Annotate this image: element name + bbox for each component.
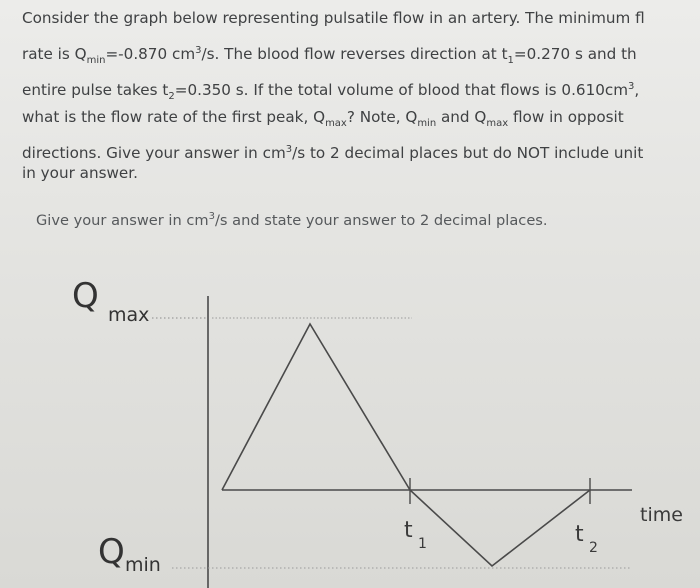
text-span: =0.270 s and th (513, 45, 637, 63)
question-line-1-text: Consider the graph below representing pulsatile flow in an artery. The minimum fl (22, 9, 645, 27)
text-span: directions. Give your answer in cm (22, 144, 286, 162)
text-span: =-0.870 cm (105, 45, 196, 63)
text-span: Give your answer in cm (36, 212, 209, 229)
subscript: min (417, 118, 437, 129)
time-axis-label: time (640, 504, 683, 526)
text-span: , (634, 81, 640, 99)
t2-label: t (575, 522, 584, 547)
subscript: 1 (507, 55, 514, 66)
superscript: 3 (628, 81, 635, 92)
text-span: what is the flow rate of the first peak, Q (22, 108, 326, 126)
t1-label: t (404, 518, 413, 543)
subscript: max (325, 118, 347, 129)
superscript: 3 (195, 45, 202, 56)
superscript: 3 (208, 211, 215, 222)
text-span: =0.350 s. If the total volume of blood that flows is 0.610cm (174, 81, 629, 99)
qmax-label: Q (72, 276, 99, 316)
superscript: 3 (285, 144, 293, 155)
text-span: entire pulse takes t (22, 81, 169, 99)
t1-label-subscript: 1 (418, 536, 427, 552)
qmax-label-subscript: max (108, 304, 150, 326)
subscript: min (86, 55, 106, 66)
text-span: flow in opposit (508, 108, 624, 126)
text-span: /s and state your answer to 2 decimal places. (214, 212, 548, 229)
text-span: and Q (436, 108, 487, 126)
qmin-label-subscript: min (125, 554, 161, 576)
text-span: rate is Q (22, 45, 87, 63)
text-span: /s. The blood flow reverses direction at t (201, 45, 508, 63)
t2-label-subscript: 2 (589, 540, 598, 556)
qmin-label: Q (98, 532, 125, 572)
text-span: /s to 2 decimal places but do NOT include unit (292, 144, 644, 162)
question-line-6-text: in your answer. (22, 164, 138, 182)
subscript: max (486, 118, 509, 129)
text-span: ? Note, Q (346, 108, 418, 126)
subscript: 2 (168, 91, 175, 102)
